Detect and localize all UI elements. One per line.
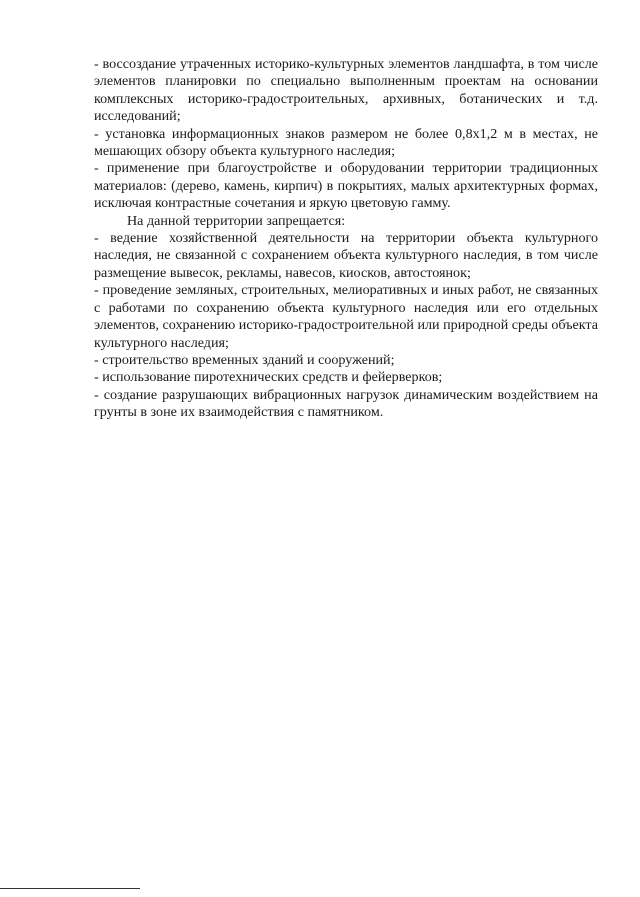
paragraph-temporary-buildings: - строительство временных зданий и сооружений;: [94, 351, 395, 368]
paragraph-economic-activity: - ведение хозяйственной деятельности на территории объекта культурного наследия, не связанной с сохранением объекта культурного наследия, в том числе размещение вывесок, рекламы, навесов, киосков, автостоянок;: [94, 230, 598, 281]
paragraph-information-signs: - установка информационных знаков размером не более 0,8x1,2 м в местах, не мешающих обзору объекта культурного наследия;: [94, 125, 598, 160]
paragraph-traditional-materials: - применение при благоустройстве и оборудовании территории традиционных материалов: (дерево, камень, кирпич) в покрытиях, малых архитектурных формах, исключая контрастные сочетания и яркую цветовую гамму.: [94, 160, 598, 212]
paragraph-prohibitions-heading: На данной территории запрещается:: [127, 212, 346, 229]
paragraph-earthworks: - проведение земляных, строительных, мелиоративных и иных работ, не связанных с работами по сохранению объекта культурного наследия или его отдельных элементов, сохранению историко-градостроительной или природной среды объекта культурного наследия;: [94, 282, 598, 351]
footer-rule: [0, 888, 140, 889]
paragraph-landscape-restoration: - воссоздание утраченных историко-культурных элементов ландшафта, в том числе элементов планировки по специально выполненным проектам на основании комплексных историко-градостроительных, архивных, ботанических и т.д. исследований;: [94, 56, 598, 125]
paragraph-vibration-loads: - создание разрушающих вибрационных нагрузок динамическим воздействием на грунты в зоне их взаимодействия с памятником.: [94, 386, 598, 421]
paragraph-pyrotechnics: - использование пиротехнических средств и фейерверков;: [94, 369, 443, 386]
document-body: [94, 56, 598, 422]
